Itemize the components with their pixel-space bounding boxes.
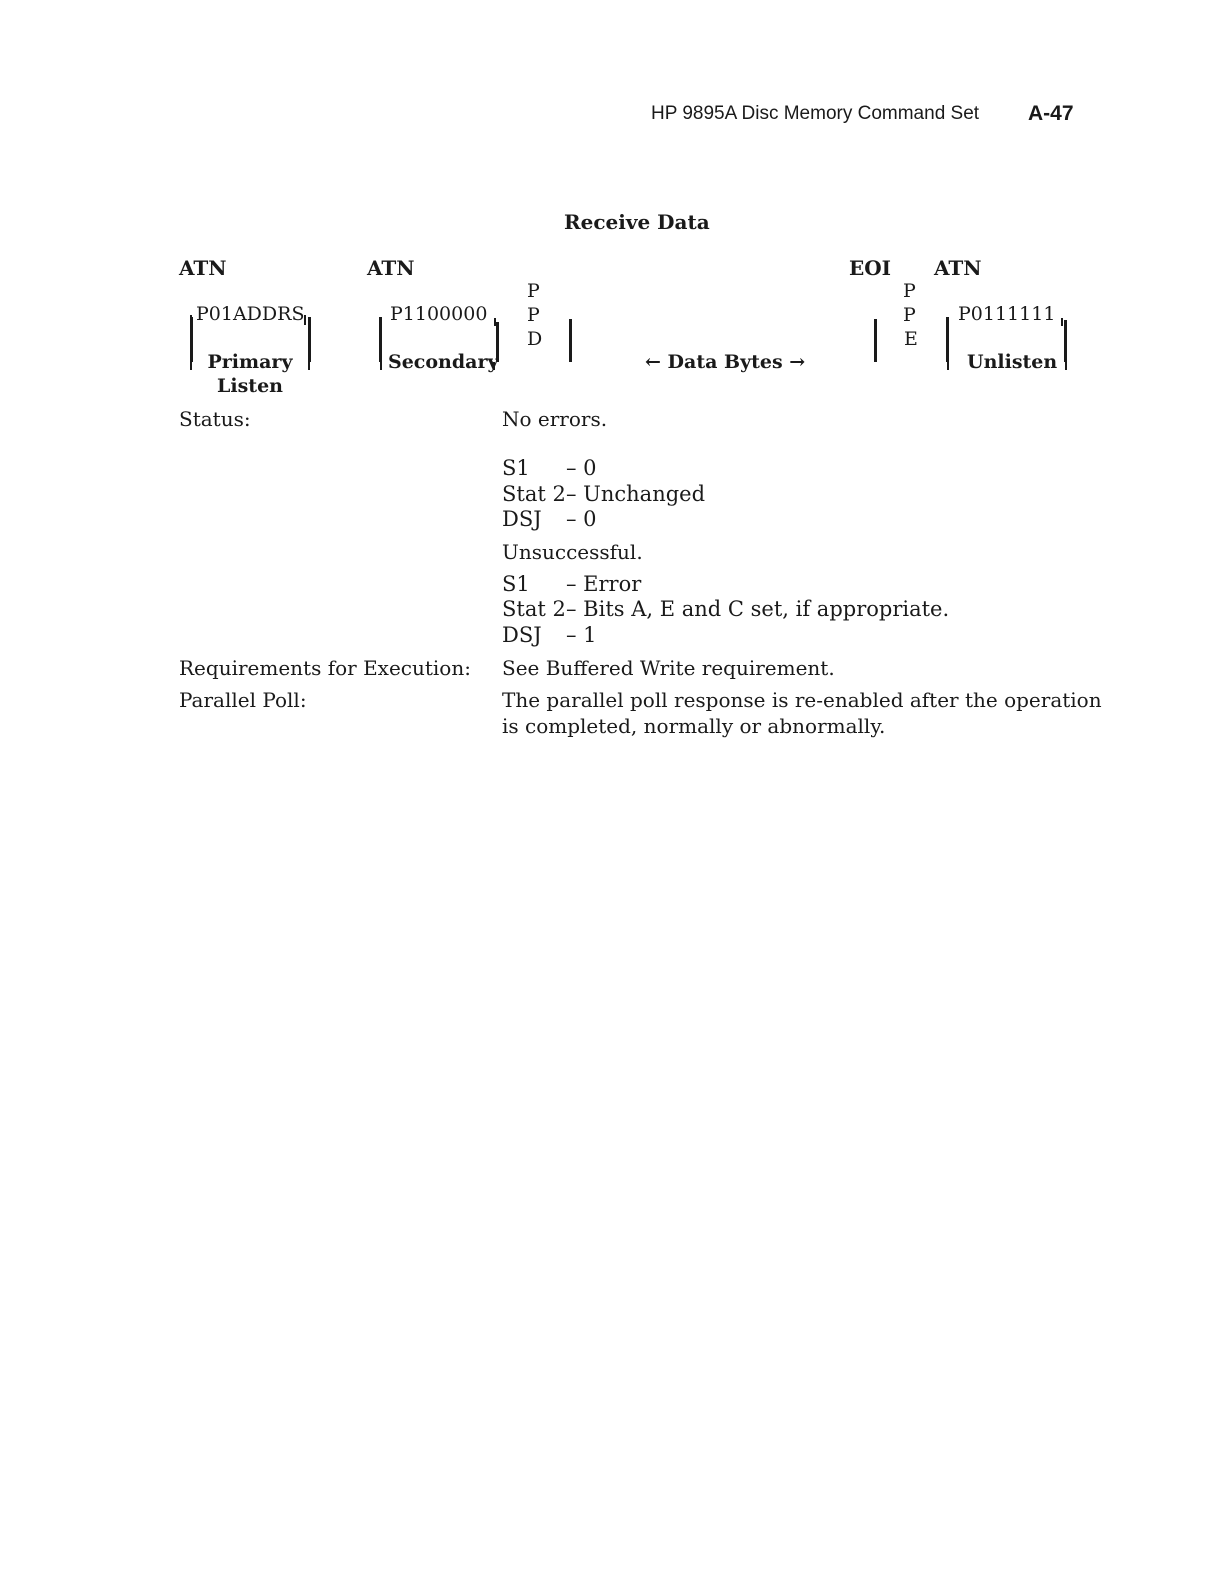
unlisten-right-bar [1064,320,1067,362]
status-label: Status: [179,407,251,431]
section-title: Receive Data [564,210,710,234]
parallel-poll-text-line1: The parallel poll response is re-enabled after the operation [502,688,1102,712]
primary-right-top-tick [304,315,306,325]
page-number: A-47 [1028,102,1074,125]
err-stat2-value: – Bits A, E and C set, if appropriate. [566,597,950,621]
secondary-code: P1100000 [390,303,488,325]
ppe-letter-3: E [904,328,918,350]
ok-s1-key: S1 [502,456,530,480]
primary-label: Primary [207,351,293,373]
unlisten-left-bottom-tick [947,362,949,370]
parallel-poll-label: Parallel Poll: [179,688,307,712]
ok-dsj-key: DSJ [502,507,542,531]
data-start-bar [569,319,572,362]
unlisten-left-bar [946,317,949,362]
running-header-title: HP 9895A Disc Memory Command Set [651,103,980,124]
atn-label-primary: ATN [179,256,227,280]
primary-left-bottom-tick [190,362,192,370]
secondary-left-bottom-tick [380,362,382,370]
ppd-letter-1: P [527,280,540,302]
ok-s1-value: – 0 [566,456,597,480]
err-s1-key: S1 [502,572,530,596]
err-dsj-key: DSJ [502,623,542,647]
ok-stat2-key: Stat 2 [502,482,566,506]
err-s1-value: – Error [566,572,642,596]
err-stat2-key: Stat 2 [502,597,566,621]
status-unsuccessful: Unsuccessful. [502,540,643,564]
ppd-letter-3: D [527,328,543,350]
unlisten-right-bottom-tick [1065,362,1067,370]
atn-label-secondary: ATN [367,256,415,280]
secondary-left-bar [379,317,382,362]
data-bytes-label: ← Data Bytes → [645,351,806,373]
secondary-label: Secondary [388,351,499,373]
ok-stat2-value: – Unchanged [566,482,706,506]
requirements-text: See Buffered Write requirement. [502,656,835,680]
status-no-errors: No errors. [502,407,608,431]
ok-dsj-value: – 0 [566,507,597,531]
requirements-label: Requirements for Execution: [179,656,471,680]
ppe-letter-2: P [903,304,916,326]
parallel-poll-text-line2: is completed, normally or abnormally. [502,714,886,738]
unlisten-code: P0111111 [958,303,1056,325]
unlisten-label: Unlisten [967,351,1058,373]
primary-listen-code: P01ADDRS [196,303,305,325]
err-dsj-value: – 1 [566,623,597,647]
ppd-letter-2: P [527,304,540,326]
primary-right-bar [308,317,311,362]
data-end-bar [874,319,877,362]
primary-right-bottom-tick [308,362,310,370]
atn-label-unlisten: ATN [934,256,982,280]
listen-label: Listen [217,375,283,397]
ppe-letter-1: P [903,280,916,302]
eoi-label: EOI [849,256,892,280]
unlisten-right-top-tick [1061,318,1063,326]
primary-left-bar [190,317,193,362]
